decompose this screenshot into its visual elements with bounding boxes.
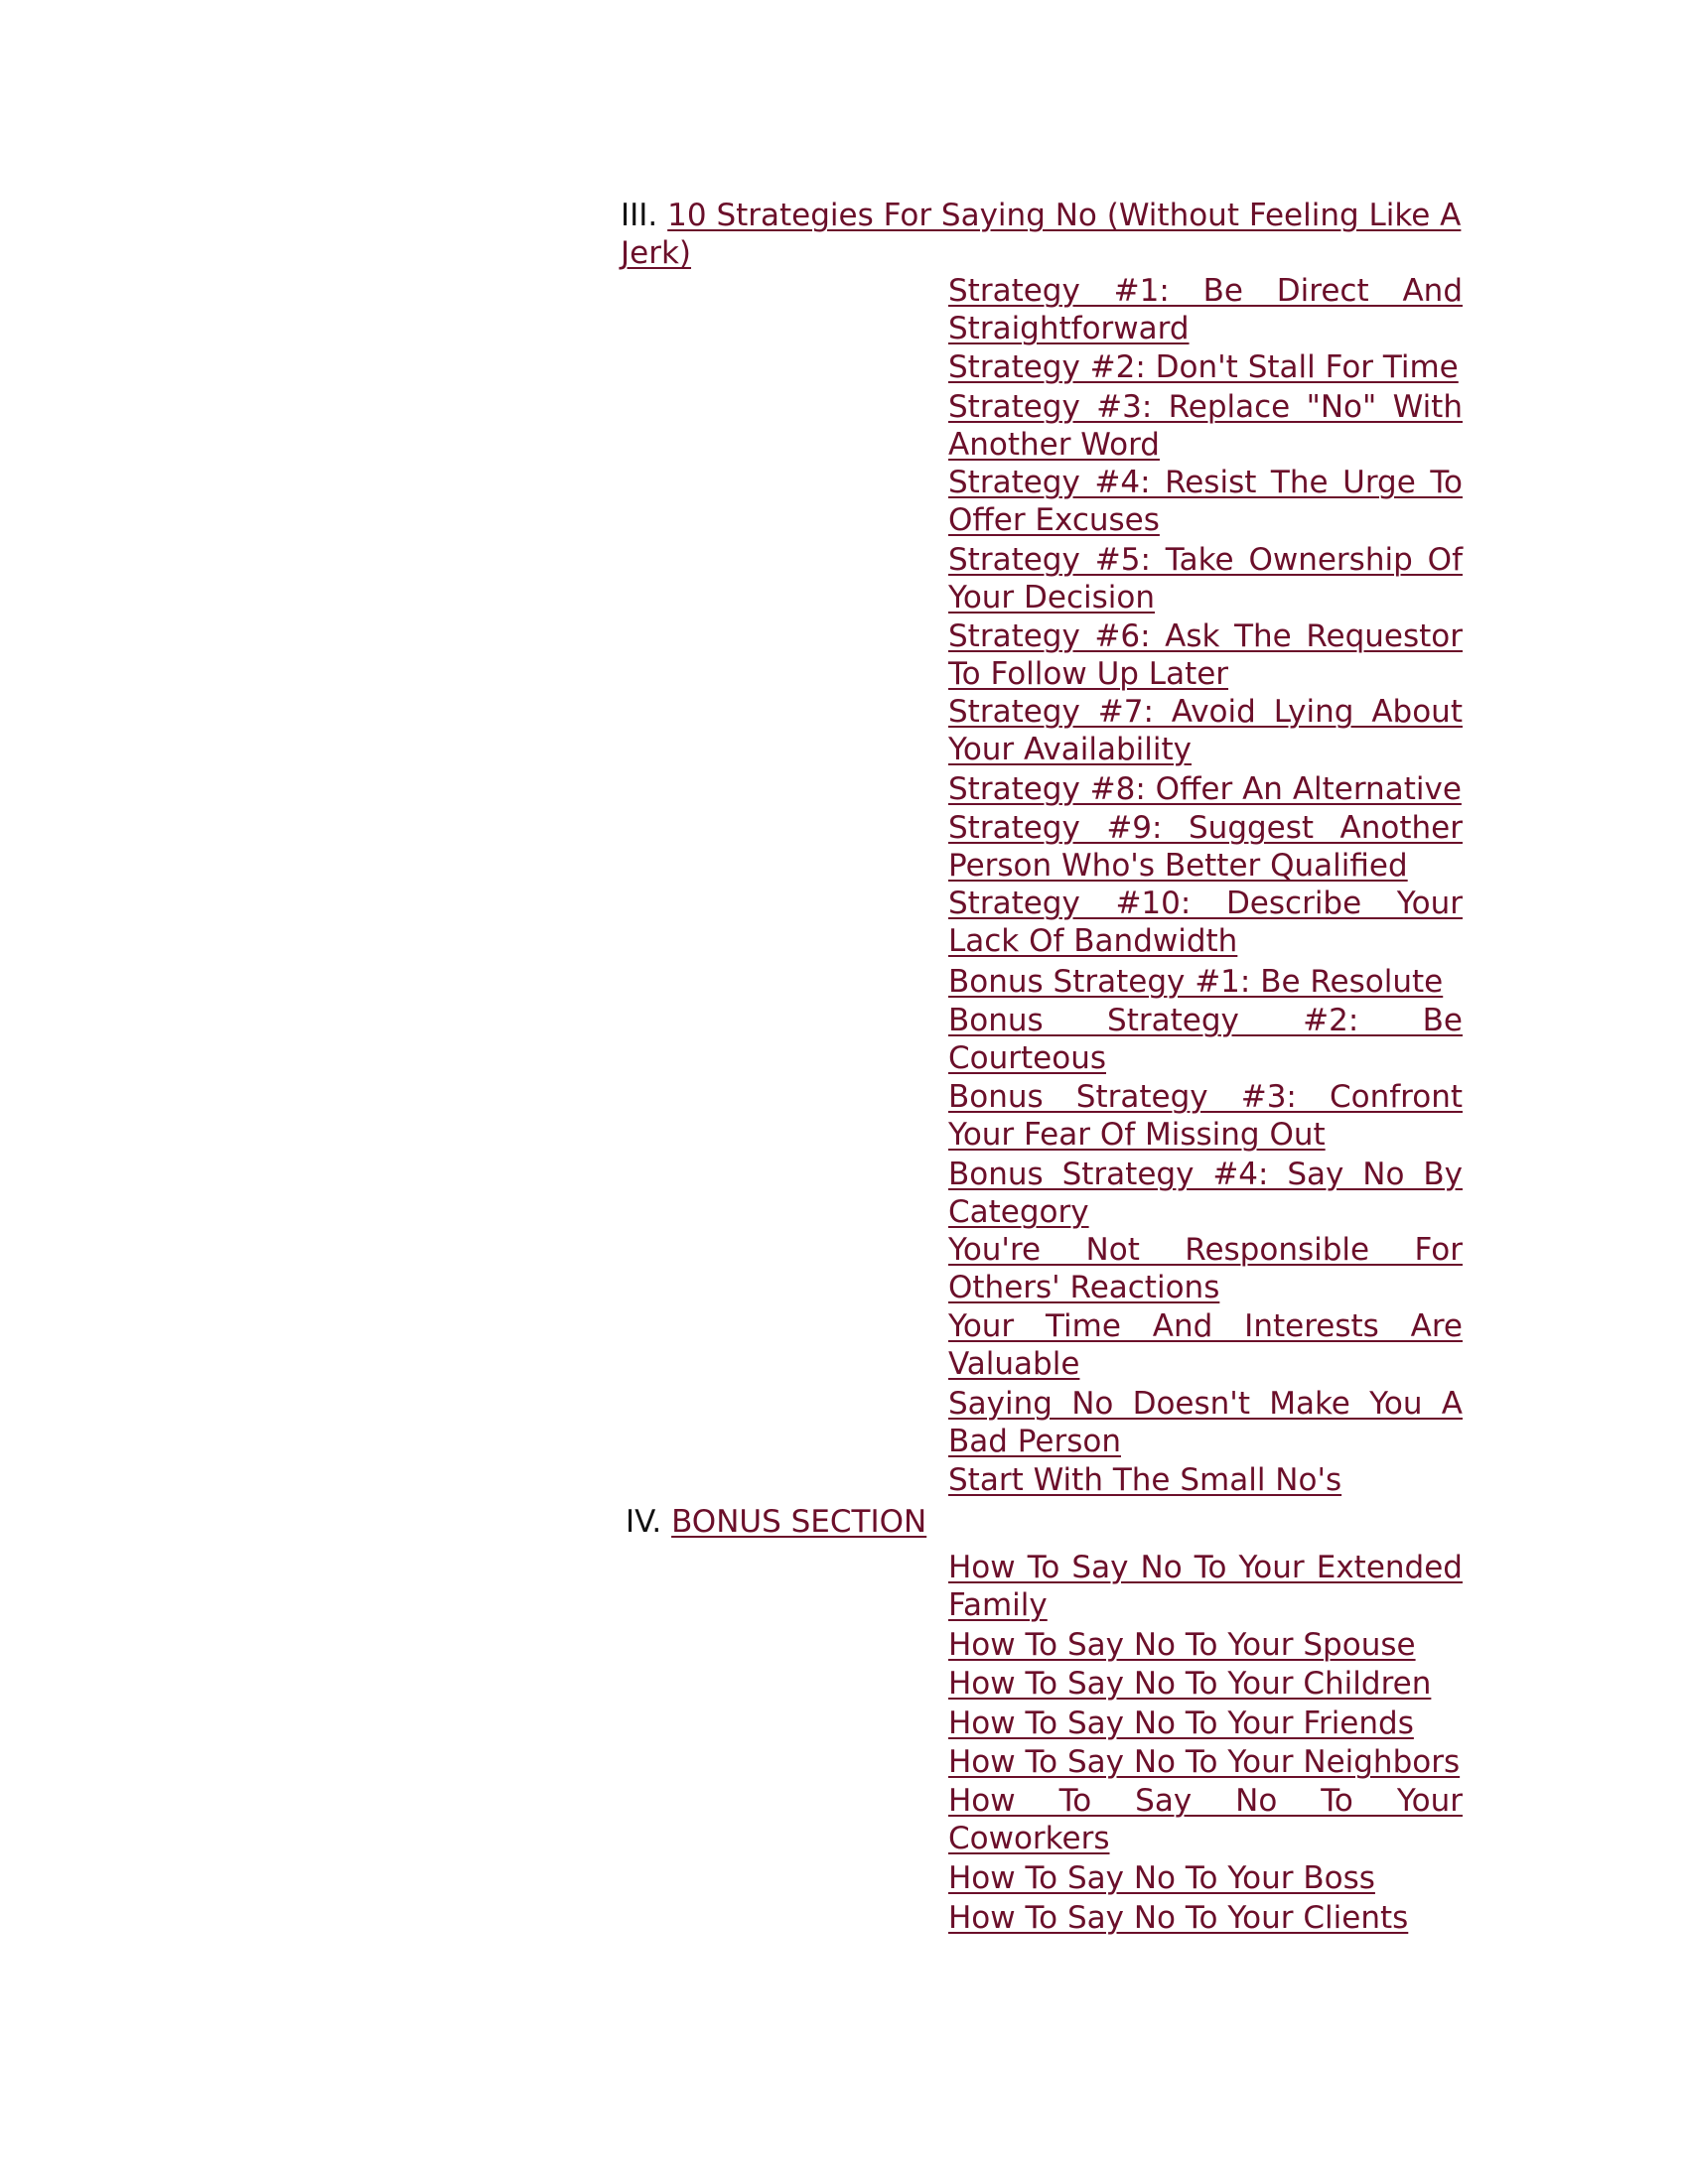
toc-section-iii bbox=[621, 197, 1465, 272]
section-numeral: III. bbox=[621, 198, 658, 233]
toc-link-bonus-strategy-3[interactable]: Bonus Strategy #3: Confront Your Fear Of Missing Out bbox=[948, 1079, 1463, 1153]
toc-link-small-nos[interactable]: Start With The Small No's bbox=[948, 1462, 1342, 1498]
section-numeral: IV. bbox=[626, 1504, 662, 1540]
toc-link-not-responsible[interactable]: You're Not Responsible For Others' Reactions bbox=[948, 1232, 1463, 1305]
toc-link-bonus-strategy-2[interactable]: Bonus Strategy #2: Be Courteous bbox=[948, 1003, 1463, 1076]
toc-link-strategy-9[interactable]: Strategy #9: Suggest Another Person Who's Better Qualified bbox=[948, 810, 1463, 884]
toc-link-strategy-7[interactable]: Strategy #7: Avoid Lying About Your Availability bbox=[948, 694, 1463, 767]
toc-link-extended-family[interactable]: How To Say No To Your Extended Family bbox=[948, 1550, 1463, 1623]
toc-link-neighbors[interactable]: How To Say No To Your Neighbors bbox=[948, 1744, 1461, 1780]
toc-link-strategy-6[interactable]: Strategy #6: Ask The Requestor To Follow Up Later bbox=[948, 618, 1463, 692]
toc-link-strategy-2[interactable]: Strategy #2: Don't Stall For Time bbox=[948, 349, 1459, 385]
toc-link-strategy-1[interactable]: Strategy #1: Be Direct And Straightforward bbox=[948, 273, 1463, 346]
toc-link-bonus-strategy-4[interactable]: Bonus Strategy #4: Say No By Category bbox=[948, 1157, 1463, 1230]
toc-link-strategy-8[interactable]: Strategy #8: Offer An Alternative bbox=[948, 771, 1462, 807]
toc-link-children[interactable]: How To Say No To Your Children bbox=[948, 1666, 1432, 1702]
toc-link-section-iv[interactable]: BONUS SECTION bbox=[671, 1504, 927, 1540]
toc-link-time-valuable[interactable]: Your Time And Interests Are Valuable bbox=[948, 1308, 1463, 1382]
toc-link-strategy-10[interactable]: Strategy #10: Describe Your Lack Of Bandwidth bbox=[948, 886, 1463, 959]
toc-link-strategy-4[interactable]: Strategy #4: Resist The Urge To Offer Excuses bbox=[948, 465, 1463, 538]
toc-link-strategy-5[interactable]: Strategy #5: Take Ownership Of Your Decision bbox=[948, 542, 1463, 615]
toc-link-not-bad-person[interactable]: Saying No Doesn't Make You A Bad Person bbox=[948, 1386, 1463, 1459]
toc-link-boss[interactable]: How To Say No To Your Boss bbox=[948, 1860, 1375, 1896]
toc-link-strategy-3[interactable]: Strategy #3: Replace "No" With Another Word bbox=[948, 389, 1463, 463]
toc-link-spouse[interactable]: How To Say No To Your Spouse bbox=[948, 1627, 1416, 1663]
toc-link-section-iii[interactable]: 10 Strategies For Saying No (Without Feeling Like A Jerk) bbox=[621, 198, 1462, 271]
toc-link-clients[interactable]: How To Say No To Your Clients bbox=[948, 1900, 1409, 1936]
toc-link-coworkers[interactable]: How To Say No To Your Coworkers bbox=[948, 1783, 1463, 1856]
toc-section-iv bbox=[626, 1503, 1043, 1541]
toc-link-bonus-strategy-1[interactable]: Bonus Strategy #1: Be Resolute bbox=[948, 964, 1444, 1000]
toc-link-friends[interactable]: How To Say No To Your Friends bbox=[948, 1706, 1414, 1741]
